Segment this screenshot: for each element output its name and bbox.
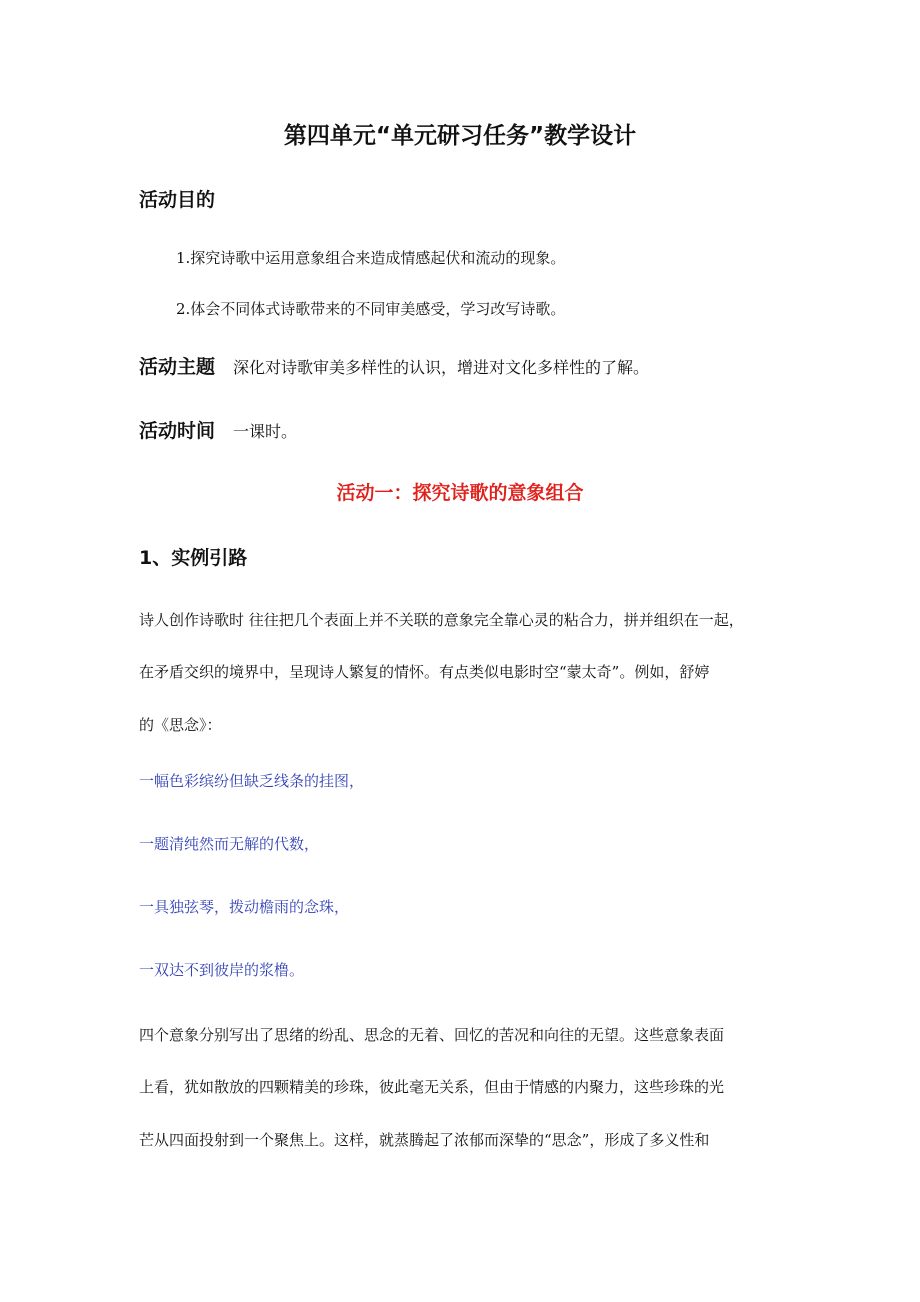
time-row xyxy=(139,416,297,447)
intro-line-1: 诗人创作诗歌时 往往把几个表面上并不关联的意象完全靠心灵的粘合力，拼并组织在一起， xyxy=(139,611,744,629)
intro-line-2: 在矛盾交织的境界中，呈现诗人繁复的情怀。有点类似电影时空“蒙太奇”。例如，舒婷 xyxy=(139,663,710,681)
theme-row xyxy=(139,352,649,383)
time-text: 一课时。 xyxy=(233,422,298,441)
analysis-line-1: 四个意象分别写出了思绪的纷乱、思念的无着、回忆的苦况和向往的无望。这些意象表面 xyxy=(139,1026,725,1044)
purpose-item-2: 2.体会不同体式诗歌带来的不同审美感受，学习改写诗歌。 xyxy=(176,300,566,318)
poem-line-3: 一具独弦琴，拨动檐雨的念珠， xyxy=(139,898,350,916)
section-heading-examples: 1、实例引路 xyxy=(139,547,248,569)
theme-heading: 活动主题 xyxy=(139,356,216,378)
poem-line-4: 一双达不到彼岸的浆橹。 xyxy=(139,961,305,979)
poem-line-2: 一题清纯然而无解的代数， xyxy=(139,835,320,853)
intro-line-3: 的《思念》： xyxy=(139,716,222,734)
document-title: 第四单元“单元研习任务”教学设计 xyxy=(283,123,637,149)
purpose-item-1: 1.探究诗歌中运用意象组合来造成情感起伏和流动的现象。 xyxy=(176,249,566,267)
theme-text: 深化对诗歌审美多样性的认识，增进对文化多样性的了解。 xyxy=(233,358,650,377)
purpose-heading: 活动目的 xyxy=(139,189,216,211)
analysis-line-2: 上看，犹如散放的四颗精美的珍珠，彼此毫无关系，但由于情感的内聚力，这些珍珠的光 xyxy=(139,1078,725,1096)
poem-line-1: 一幅色彩缤纷但缺乏线条的挂图， xyxy=(139,772,365,790)
activity-one-title: 活动一：探究诗歌的意象组合 xyxy=(336,482,584,504)
time-heading: 活动时间 xyxy=(139,420,216,442)
analysis-line-3: 芒从四面投射到一个聚焦上。这样，就蒸腾起了浓郁而深挚的“思念”，形成了多义性和 xyxy=(139,1131,710,1149)
